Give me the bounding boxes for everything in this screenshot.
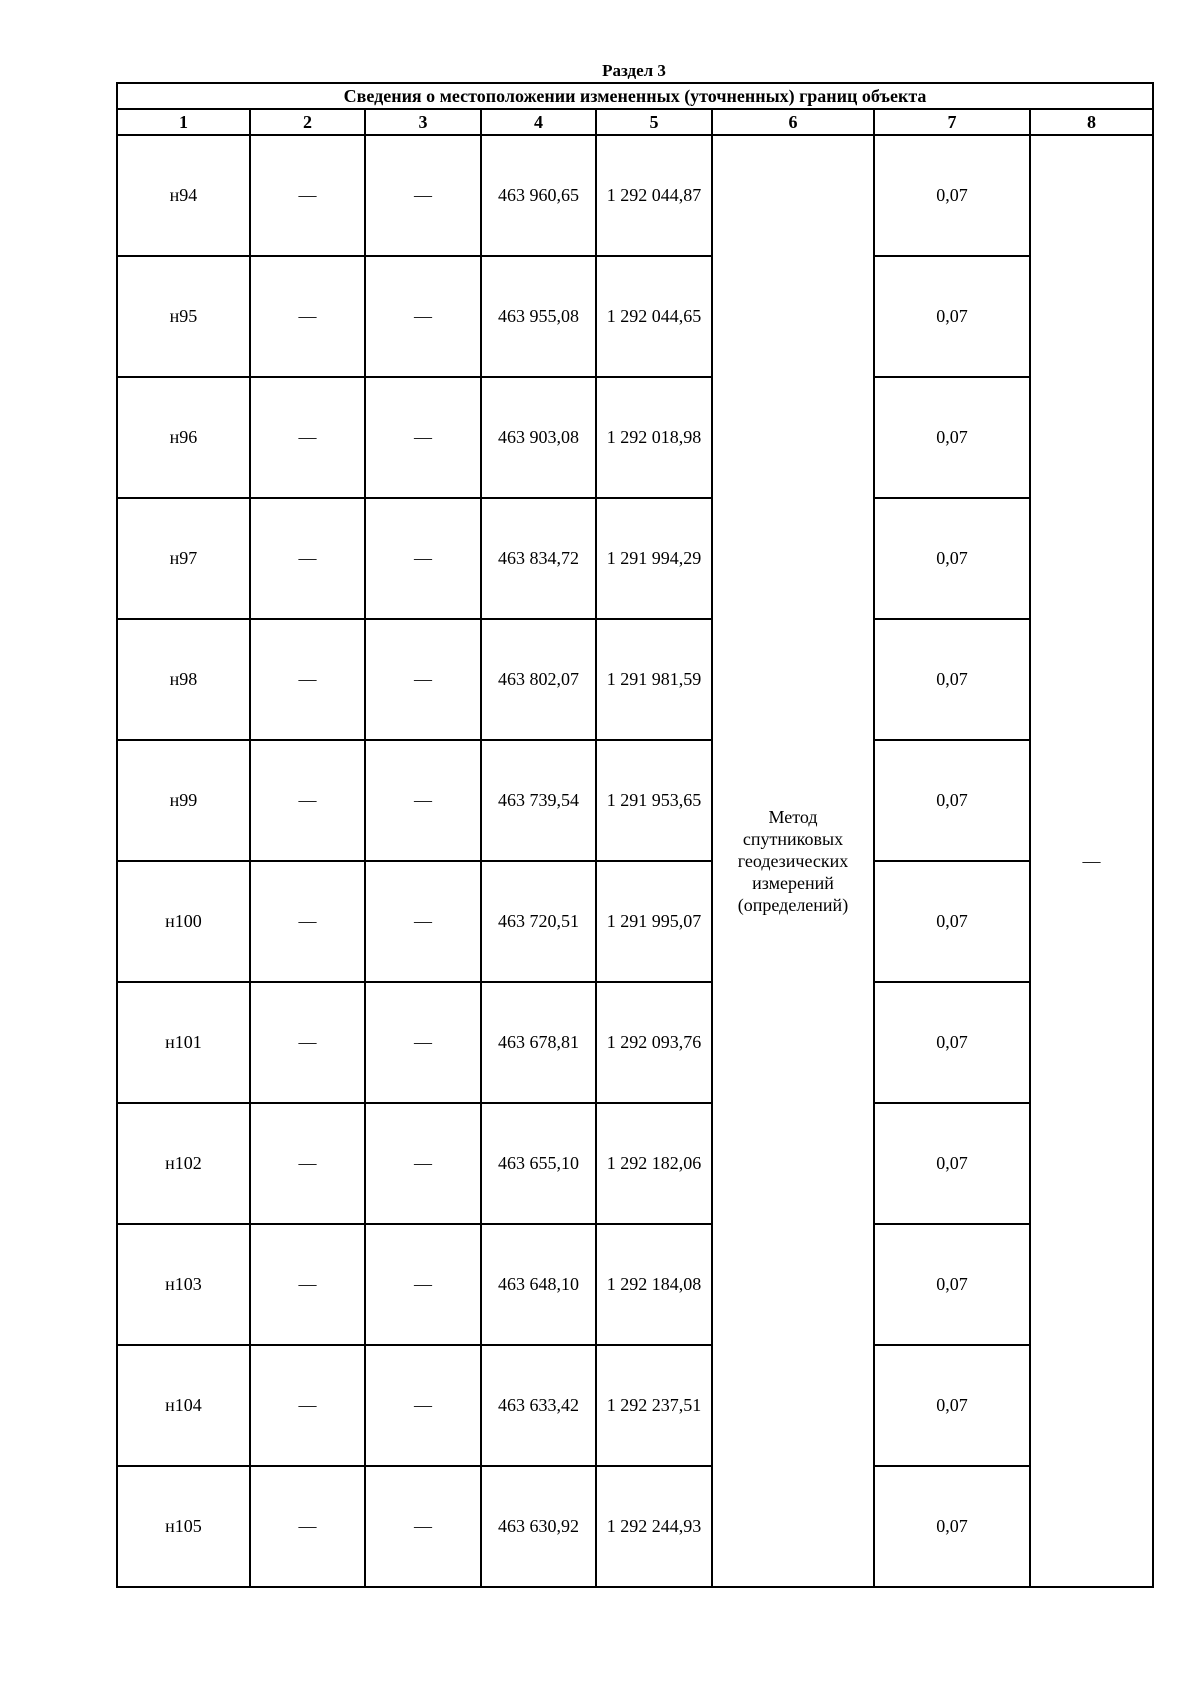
point-number-cell: н101: [117, 982, 250, 1103]
column-2-cell: —: [250, 1345, 365, 1466]
column-2-cell: —: [250, 256, 365, 377]
column-2-cell: —: [250, 1103, 365, 1224]
y-coordinate-cell: 1 292 044,87: [596, 135, 712, 256]
x-coordinate-cell: 463 655,10: [481, 1103, 596, 1224]
x-coordinate-cell: 463 678,81: [481, 982, 596, 1103]
table-row: [117, 377, 1153, 498]
column-3-cell: —: [365, 1103, 481, 1224]
column-2-cell: —: [250, 135, 365, 256]
precision-cell: 0,07: [874, 377, 1030, 498]
precision-cell: 0,07: [874, 1224, 1030, 1345]
table-row: [117, 861, 1153, 982]
method-text-line: геодезических: [737, 851, 849, 871]
column-number: 1: [117, 109, 250, 135]
precision-cell: 0,07: [874, 256, 1030, 377]
precision-cell: 0,07: [874, 498, 1030, 619]
column-2-cell: —: [250, 498, 365, 619]
point-number-cell: н97: [117, 498, 250, 619]
column-3-cell: —: [365, 498, 481, 619]
table-caption: Сведения о местоположении измененных (уточненных) границ объекта: [117, 83, 1153, 109]
precision-cell: 0,07: [874, 982, 1030, 1103]
precision-cell: 0,07: [874, 619, 1030, 740]
column-3-cell: —: [365, 740, 481, 861]
column-8-cell: —: [1030, 135, 1153, 1587]
column-number: 8: [1030, 109, 1153, 135]
method-text-line: спутниковых: [742, 829, 844, 849]
column-2-cell: —: [250, 740, 365, 861]
point-number-cell: н100: [117, 861, 250, 982]
x-coordinate-cell: 463 903,08: [481, 377, 596, 498]
table-row: [117, 619, 1153, 740]
y-coordinate-cell: 1 291 953,65: [596, 740, 712, 861]
x-coordinate-cell: 463 648,10: [481, 1224, 596, 1345]
column-2-cell: —: [250, 619, 365, 740]
precision-cell: 0,07: [874, 135, 1030, 256]
column-3-cell: —: [365, 1466, 481, 1587]
x-coordinate-cell: 463 834,72: [481, 498, 596, 619]
point-number-cell: н98: [117, 619, 250, 740]
y-coordinate-cell: 1 291 981,59: [596, 619, 712, 740]
point-number-cell: н99: [117, 740, 250, 861]
precision-cell: 0,07: [874, 740, 1030, 861]
column-2-cell: —: [250, 377, 365, 498]
table-row: [117, 1224, 1153, 1345]
x-coordinate-cell: 463 960,65: [481, 135, 596, 256]
column-number: 4: [481, 109, 596, 135]
precision-cell: 0,07: [874, 861, 1030, 982]
section-title: Раздел 3: [602, 61, 666, 80]
column-2-cell: —: [250, 861, 365, 982]
y-coordinate-cell: 1 292 244,93: [596, 1466, 712, 1587]
point-number-cell: н105: [117, 1466, 250, 1587]
column-3-cell: —: [365, 1224, 481, 1345]
y-coordinate-cell: 1 292 093,76: [596, 982, 712, 1103]
precision-cell: 0,07: [874, 1103, 1030, 1224]
method-text-line: измерений: [752, 873, 834, 893]
column-number: 6: [712, 109, 874, 135]
boundary-table: [116, 82, 1154, 1588]
y-coordinate-cell: 1 291 995,07: [596, 861, 712, 982]
table-row: [117, 135, 1153, 256]
table-row: [117, 1345, 1153, 1466]
point-number-cell: н103: [117, 1224, 250, 1345]
precision-cell: 0,07: [874, 1466, 1030, 1587]
table-row: [117, 256, 1153, 377]
x-coordinate-cell: 463 802,07: [481, 619, 596, 740]
column-3-cell: —: [365, 377, 481, 498]
column-2-cell: —: [250, 1224, 365, 1345]
column-3-cell: —: [365, 861, 481, 982]
x-coordinate-cell: 463 739,54: [481, 740, 596, 861]
column-number: 2: [250, 109, 365, 135]
table-row: [117, 1103, 1153, 1224]
table-row: [117, 982, 1153, 1103]
table-row: [117, 1466, 1153, 1587]
column-number: 7: [874, 109, 1030, 135]
point-number-cell: н104: [117, 1345, 250, 1466]
y-coordinate-cell: 1 291 994,29: [596, 498, 712, 619]
x-coordinate-cell: 463 633,42: [481, 1345, 596, 1466]
x-coordinate-cell: 463 955,08: [481, 256, 596, 377]
column-2-cell: —: [250, 982, 365, 1103]
column-3-cell: —: [365, 1345, 481, 1466]
column-number: 5: [596, 109, 712, 135]
table-row: [117, 740, 1153, 861]
y-coordinate-cell: 1 292 237,51: [596, 1345, 712, 1466]
column-3-cell: —: [365, 982, 481, 1103]
method-cell: [712, 135, 874, 1587]
column-3-cell: —: [365, 256, 481, 377]
x-coordinate-cell: 463 630,92: [481, 1466, 596, 1587]
y-coordinate-cell: 1 292 044,65: [596, 256, 712, 377]
point-number-cell: н102: [117, 1103, 250, 1224]
point-number-cell: н94: [117, 135, 250, 256]
method-text-line: Метод: [768, 807, 818, 827]
column-3-cell: —: [365, 619, 481, 740]
y-coordinate-cell: 1 292 018,98: [596, 377, 712, 498]
method-text-line: (определений): [737, 895, 849, 915]
column-3-cell: —: [365, 135, 481, 256]
precision-cell: 0,07: [874, 1345, 1030, 1466]
point-number-cell: н96: [117, 377, 250, 498]
column-number: 3: [365, 109, 481, 135]
table-row: [117, 498, 1153, 619]
y-coordinate-cell: 1 292 184,08: [596, 1224, 712, 1345]
x-coordinate-cell: 463 720,51: [481, 861, 596, 982]
point-number-cell: н95: [117, 256, 250, 377]
column-2-cell: —: [250, 1466, 365, 1587]
y-coordinate-cell: 1 292 182,06: [596, 1103, 712, 1224]
